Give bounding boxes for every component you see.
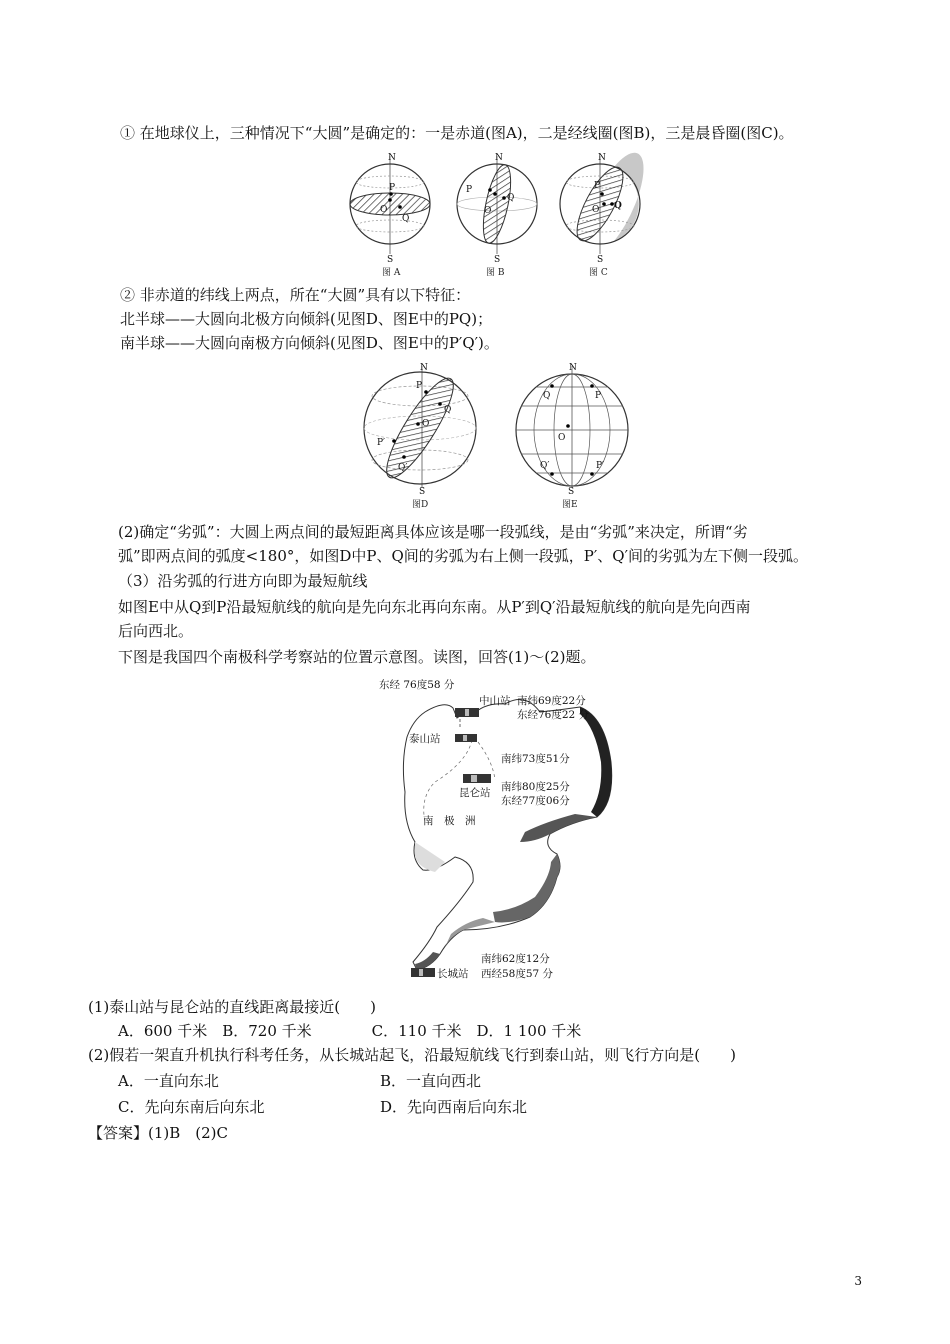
- zhongshan-station-icon: [455, 708, 479, 717]
- point-p-label: P: [595, 391, 602, 401]
- continent-label: 南 极 洲: [423, 815, 476, 827]
- paragraph-southern-hemisphere: 南半球——大圆向南极方向倾斜(见图D、图E中的P′Q′)。: [120, 334, 499, 352]
- point-q-label: Q: [543, 391, 551, 401]
- point-q-label: Q: [614, 201, 622, 211]
- south-label: S: [597, 255, 604, 265]
- page-number: 3: [854, 1274, 862, 1288]
- question-2-option-a: A．一直向东北: [118, 1072, 219, 1090]
- top-longitude-label: 东经 76度58 分: [379, 679, 455, 691]
- answer: 【答案】(1)B (2)C: [88, 1124, 228, 1142]
- point-q-label: Q: [402, 214, 410, 224]
- paragraph-question-intro: 下图是我国四个南极科学考察站的位置示意图。读图，回答(1)～(2)题。: [118, 648, 596, 666]
- zhongshan-station-label: 中山站: [479, 695, 511, 707]
- changcheng-station-icon: [411, 968, 435, 977]
- changcheng-longitude-label: 西经58度57 分: [481, 968, 554, 980]
- figure-a-caption: 图 A: [382, 268, 401, 278]
- paragraph-route-example-2: 后向西北。: [118, 622, 194, 640]
- question-2-option-d: D．先向西南后向东北: [380, 1098, 528, 1116]
- figure-d-caption: 图D: [412, 500, 429, 510]
- changcheng-latitude-label: 南纬62度12分: [481, 953, 550, 965]
- antarctica-stations-map: [375, 672, 625, 990]
- figure-b-caption: 图 B: [486, 268, 505, 278]
- question-1: (1)泰山站与昆仑站的直线距离最接近( ): [88, 998, 376, 1016]
- north-label: N: [569, 363, 577, 373]
- taishan-station-label: 泰山站: [409, 733, 441, 745]
- zhongshan-latitude-label: 南纬69度22分: [517, 695, 586, 707]
- south-label: S: [387, 255, 394, 265]
- figure-c-terminator: [552, 150, 652, 278]
- paragraph-great-circle-cases: ① 在地球仪上，三种情况下“大圆”是确定的：一是赤道(图A)，二是经线圈(图B)，三是晨昏圈(图C)。: [120, 124, 794, 142]
- question-2: (2)假若一架直升机执行科考任务，从长城站起飞，沿最短航线飞行到泰山站，则飞行方向是( ): [88, 1046, 736, 1064]
- paragraph-inferior-arc-2: 弧”即两点间的弧度<180°，如图D中P、Q间的劣弧为右上侧一段弧，P′、Q′间的劣弧为左下侧一段弧。: [118, 547, 808, 565]
- kunlun-station-label: 昆仑站: [459, 787, 491, 799]
- paragraph-inferior-arc-1: (2)确定“劣弧”：大圆上两点间的最短距离具体应该是哪一段弧线，是由“劣弧”来决定，所谓“劣: [118, 523, 748, 541]
- figure-b-meridian: [450, 150, 550, 278]
- paragraph-non-equator: ② 非赤道的纬线上两点，所在“大圆”具有以下特征：: [120, 286, 471, 304]
- point-q-label: Q: [507, 193, 515, 203]
- question-2-option-b: B．一直向西北: [380, 1072, 482, 1090]
- south-label: S: [568, 487, 575, 497]
- point-q-prime-label: Q′: [398, 463, 408, 473]
- kunlun-station-icon: [463, 774, 491, 783]
- figure-d-tilted-great-circle: [360, 360, 480, 510]
- center-o-label: O: [422, 419, 430, 429]
- point-p-label: P: [466, 185, 473, 195]
- north-label: N: [420, 363, 428, 373]
- taishan-station-icon: [455, 734, 477, 742]
- north-label: N: [495, 153, 503, 163]
- south-label: S: [419, 487, 426, 497]
- point-p-label: P: [416, 381, 423, 391]
- center-o-label: O: [484, 206, 492, 216]
- kunlun-latitude-label: 南纬80度25分: [501, 781, 570, 793]
- paragraph-shortest-route: （3）沿劣弧的行进方向即为最短航线: [118, 572, 368, 590]
- north-label: N: [388, 153, 396, 163]
- center-o-label: O: [592, 205, 600, 215]
- question-2-option-c: C．先向东南后向东北: [118, 1098, 265, 1116]
- kunlun-longitude-label: 东经77度06分: [501, 795, 570, 807]
- changcheng-station-label: 长城站: [437, 968, 469, 980]
- taishan-latitude-label: 南纬73度51分: [501, 753, 570, 765]
- point-q-label: Q: [444, 405, 452, 415]
- point-p-prime-label: P′: [377, 438, 386, 448]
- paragraph-route-example-1: 如图E中从Q到P沿最短航线的航向是先向东北再向东南。从P′到Q′沿最短航线的航向是先向西南: [118, 598, 751, 616]
- figure-e-caption: 图E: [562, 500, 578, 510]
- north-label: N: [598, 153, 606, 163]
- zhongshan-longitude-label: 东经76度22 分: [517, 709, 590, 721]
- point-p-prime-label: P′: [596, 461, 605, 471]
- question-1-options: A．600 千米 B．720 千米 C．110 千米 D．1 100 千米: [118, 1022, 582, 1040]
- figure-e-graticule: [510, 360, 630, 510]
- center-o-label: O: [380, 205, 388, 215]
- paragraph-northern-hemisphere: 北半球——大圆向北极方向倾斜(见图D、图E中的PQ)；: [120, 310, 493, 328]
- figure-c-caption: 图 C: [589, 268, 608, 278]
- point-p-label: P: [594, 181, 601, 191]
- point-q-prime-label: Q′: [540, 461, 550, 471]
- point-p-label: P: [389, 183, 396, 193]
- south-label: S: [494, 255, 501, 265]
- center-o-label: O: [558, 433, 566, 443]
- figure-a-equator: [340, 150, 440, 278]
